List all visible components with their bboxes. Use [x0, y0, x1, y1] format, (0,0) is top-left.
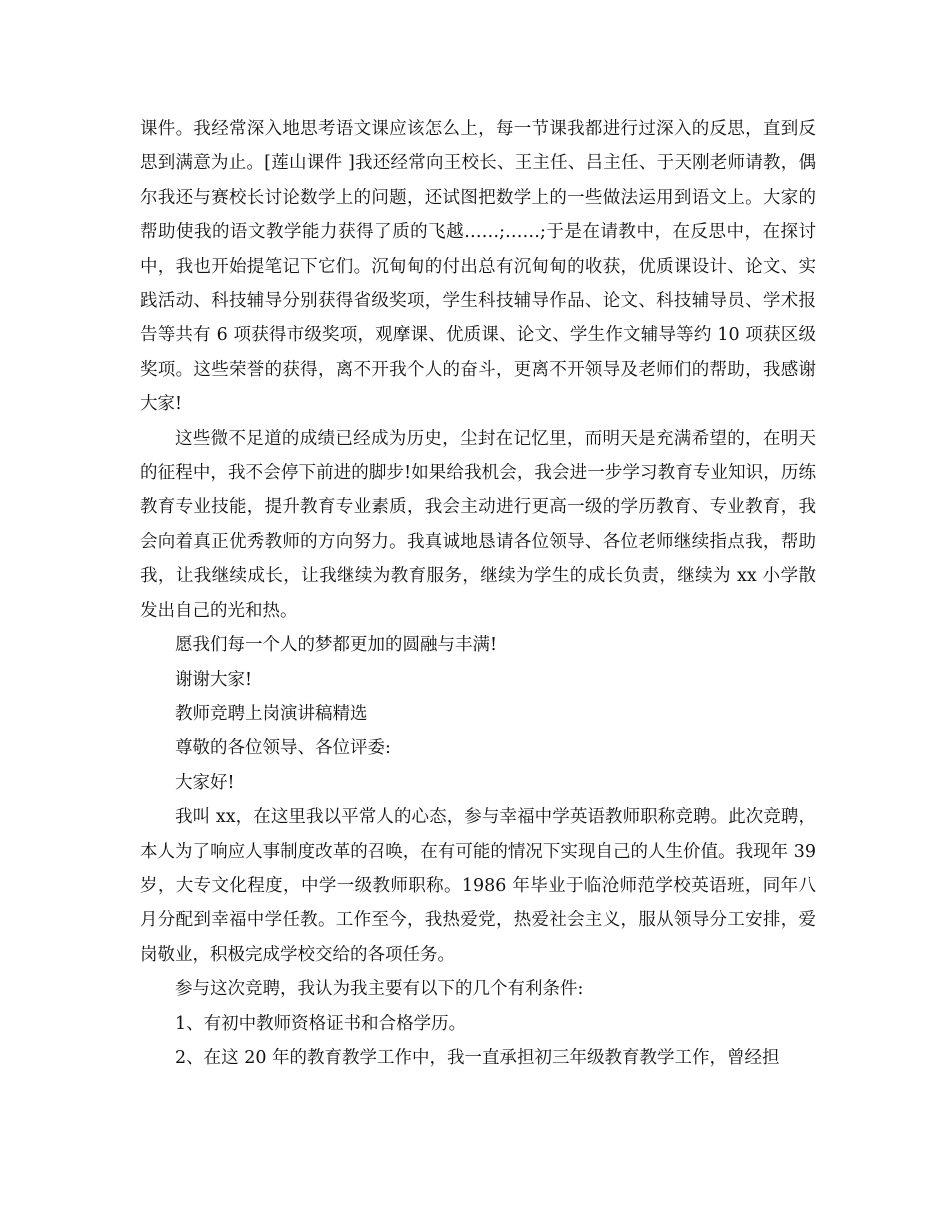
paragraph-2: 这些微不足道的成绩已经成为历史，尘封在记忆里，而明天是充满希望的，在明天的征程中，我不会停下前进的脚步!如果给我机会，我会进一步学习教育专业知识，历练教育专业技能，提升教育专业素质，我会主动进行更高一级的学历教育、专业教育，我会向着真正优秀教师的方向努力。我真诚地恳请各位领导、各位老师继续指点我，帮助我，让我继续成长，让我继续为教育服务，继续为学生的成长负责，继续为 xx 小学散发出自己的光和热。: [140, 428, 816, 621]
greeting: 大家好!: [175, 772, 235, 793]
paragraph-4: 谢谢大家!: [175, 669, 253, 690]
section-title: 教师竞聘上岗演讲稿精选: [175, 703, 368, 724]
list-item-1: 1、有初中教师资格证书和合格学历。: [175, 1013, 467, 1034]
paragraph-1: 课件。我经常深入地思考语文课应该怎么上，每一节课我都进行过深入的反思，直到反思到满意为止。[莲山课件 ]我还经常向王校长、王主任、吕主任、于天刚老师请教，偶尔我还与赛校长讨论数学上的问题，还试图把数学上的一些做法运用到语文上。大家的帮助使我的语文教学能力获得了质的飞越……;……;于是在请教中，在反思中，在探讨中，我也开始提笔记下它们。沉甸甸的付出总有沉甸甸的收获，优质课设计、论文、实践活动、科技辅导分别获得省级奖项，学生科技辅导作品、论文、科技辅导员、学术报告等共有 6 项获得市级奖项，观摩课、优质课、论文、学生作文辅导等约 10 项获区级奖项。这些荣誉的获得，离不开我个人的奋斗，更离不开领导及老师们的帮助，我感谢大家!: [140, 119, 816, 415]
paragraph-9: 参与这次竞聘，我认为我主要有以下的几个有利条件:: [175, 979, 584, 1000]
paragraph-8: 我叫 xx，在这里我以平常人的心态，参与幸福中学英语教师职称竞聘。此次竞聘，本人为了响应人事制度改革的召唤，在有可能的情况下实现自己的人生价值。我现年 39 岁，大专文化程度，中学一级教师职称。1986 年毕业于临沧师范学校英语班，同年八月分配到幸福中学任教。工作至今，我热爱党，热爱社会主义，服从领导分工安排，爱岗敬业，积极完成学校交给的各项任务。: [140, 807, 816, 965]
salutation: 尊敬的各位领导、各位评委:: [175, 738, 391, 759]
list-item-2: 2、在这 20 年的教育教学工作中，我一直承担初三年级教育教学工作，曾经担: [175, 1047, 780, 1068]
paragraph-3: 愿我们每一个人的梦都更加的圆融与丰满!: [175, 635, 498, 656]
document-body: [140, 112, 816, 1075]
